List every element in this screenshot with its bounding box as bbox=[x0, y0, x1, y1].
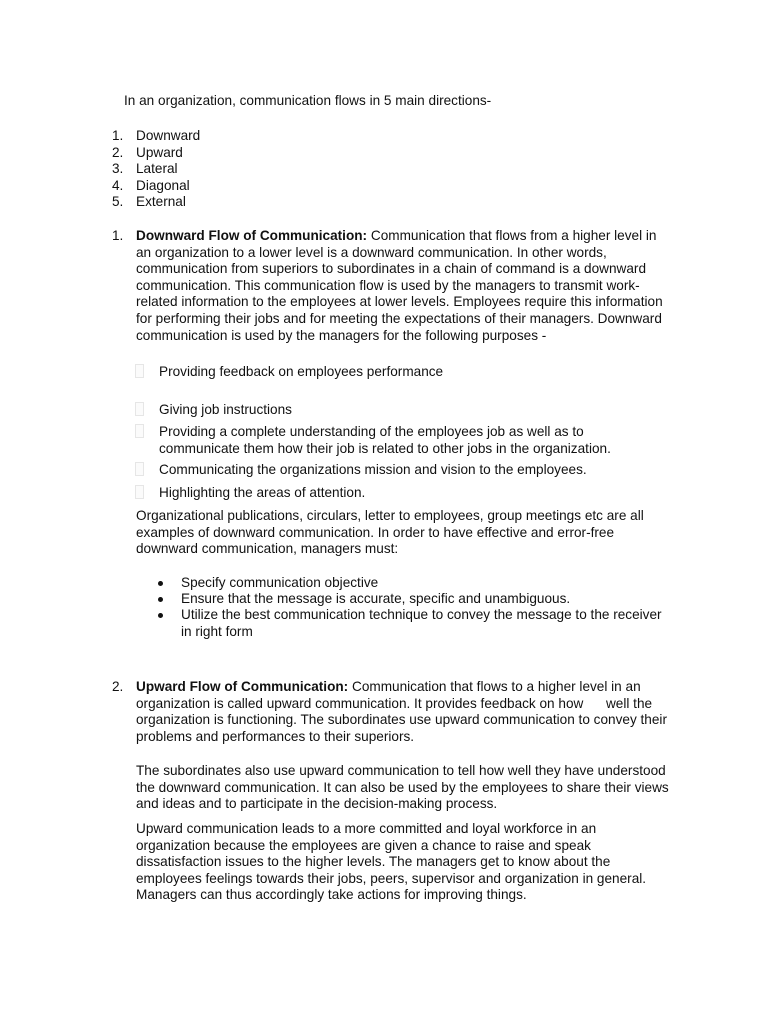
intro-line: In an organization, communication flows in 5 main directions- bbox=[124, 93, 492, 108]
section-number: 2. bbox=[112, 679, 124, 694]
paragraph-line: the downward communication. It can also be used by the employees to share their views bbox=[136, 779, 669, 795]
paragraph-line: an organization to a lower level is a downward communication. In other words, bbox=[136, 244, 607, 260]
purpose-item: Highlighting the areas of attention. bbox=[159, 485, 366, 500]
missing-glyph-bullet-icon bbox=[135, 424, 144, 438]
paragraph-line: organization because the employees are given a chance to raise and speak bbox=[136, 837, 591, 853]
paragraph-line: Upward communication leads to a more committed and loyal workforce in an bbox=[136, 821, 597, 836]
bullet-dot-icon bbox=[158, 613, 163, 618]
paragraph-line: related information to the employees at lower levels. Employees require this information bbox=[136, 294, 663, 310]
paragraph-line: The subordinates also use upward communication to tell how well they have understood bbox=[136, 763, 666, 778]
paragraph-line: communication is used by the managers for the following purposes - bbox=[136, 327, 547, 343]
list-item: Lateral bbox=[136, 161, 178, 176]
paragraph-line: communication. This communication flow is used by the managers to transmit work- bbox=[136, 277, 640, 293]
section-heading: Downward Flow of Communication: bbox=[136, 228, 368, 243]
list-item: Diagonal bbox=[136, 178, 190, 193]
purpose-item-continued: communicate them how their job is related to other jobs in the organization. bbox=[159, 440, 611, 456]
section-number: 1. bbox=[112, 228, 124, 243]
paragraph-line: downward communication, managers must: bbox=[136, 541, 399, 557]
paragraph-line: Organizational publications, circulars, letter to employees, group meetings etc are all bbox=[136, 508, 644, 523]
bullet-item: Ensure that the message is accurate, specific and unambiguous. bbox=[181, 591, 571, 606]
paragraph-line: and ideas and to participate in the decision-making process. bbox=[136, 796, 498, 812]
purpose-item: Providing feedback on employees performance bbox=[159, 364, 444, 379]
bullet-item: Utilize the best communication technique to convey the message to the receiver bbox=[181, 607, 662, 622]
paragraph-line: communication from superiors to subordinates in a chain of command is a downward bbox=[136, 261, 647, 277]
paragraph-line: examples of downward communication. In order to have effective and error-free bbox=[136, 524, 615, 540]
purpose-item: Giving job instructions bbox=[159, 402, 292, 417]
list-number: 2. bbox=[112, 145, 124, 160]
downward-first-line bbox=[136, 228, 656, 245]
purpose-item: Providing a complete understanding of the employees job as well as to bbox=[159, 424, 584, 439]
missing-glyph-bullet-icon bbox=[135, 485, 144, 499]
paragraph-line: Communication that flows to a higher level in an bbox=[352, 679, 641, 694]
paragraph-line: dissatisfaction issues to the higher levels. The managers get to know about the bbox=[136, 854, 611, 870]
list-number: 5. bbox=[112, 194, 124, 209]
paragraph-line: Managers can thus accordingly take actions for improving things. bbox=[136, 887, 527, 903]
missing-glyph-bullet-icon bbox=[135, 462, 144, 476]
missing-glyph-bullet-icon bbox=[135, 364, 144, 378]
section-heading: Upward Flow of Communication: bbox=[136, 679, 349, 694]
bullet-item-continued: in right form bbox=[181, 623, 253, 639]
list-item: Upward bbox=[136, 145, 183, 160]
list-number: 4. bbox=[112, 178, 124, 193]
list-item: External bbox=[136, 194, 186, 209]
list-number: 1. bbox=[112, 128, 124, 143]
paragraph-line: problems and performances to their superiors. bbox=[136, 728, 415, 744]
purpose-item: Communicating the organizations mission and vision to the employees. bbox=[159, 462, 587, 477]
paragraph-line: Communication that flows from a higher level in bbox=[370, 228, 657, 243]
bullet-item: Specify communication objective bbox=[181, 575, 379, 590]
paragraph-line: for performing their jobs and for meeting the expectations of their managers. Downward bbox=[136, 311, 662, 326]
paragraph-line: organization is functioning. The subordinates use upward communication to convey their bbox=[136, 712, 667, 728]
upward-first-line bbox=[136, 679, 641, 696]
paragraph-line: employees feelings towards their jobs, peers, supervisor and organization in general. bbox=[136, 870, 647, 886]
bullet-dot-icon bbox=[158, 597, 163, 602]
list-number: 3. bbox=[112, 161, 124, 176]
paragraph-line: organization is called upward communication. It provides feedback on how well the bbox=[136, 695, 653, 711]
missing-glyph-bullet-icon bbox=[135, 402, 144, 416]
bullet-dot-icon bbox=[158, 581, 163, 586]
list-item: Downward bbox=[136, 128, 201, 143]
